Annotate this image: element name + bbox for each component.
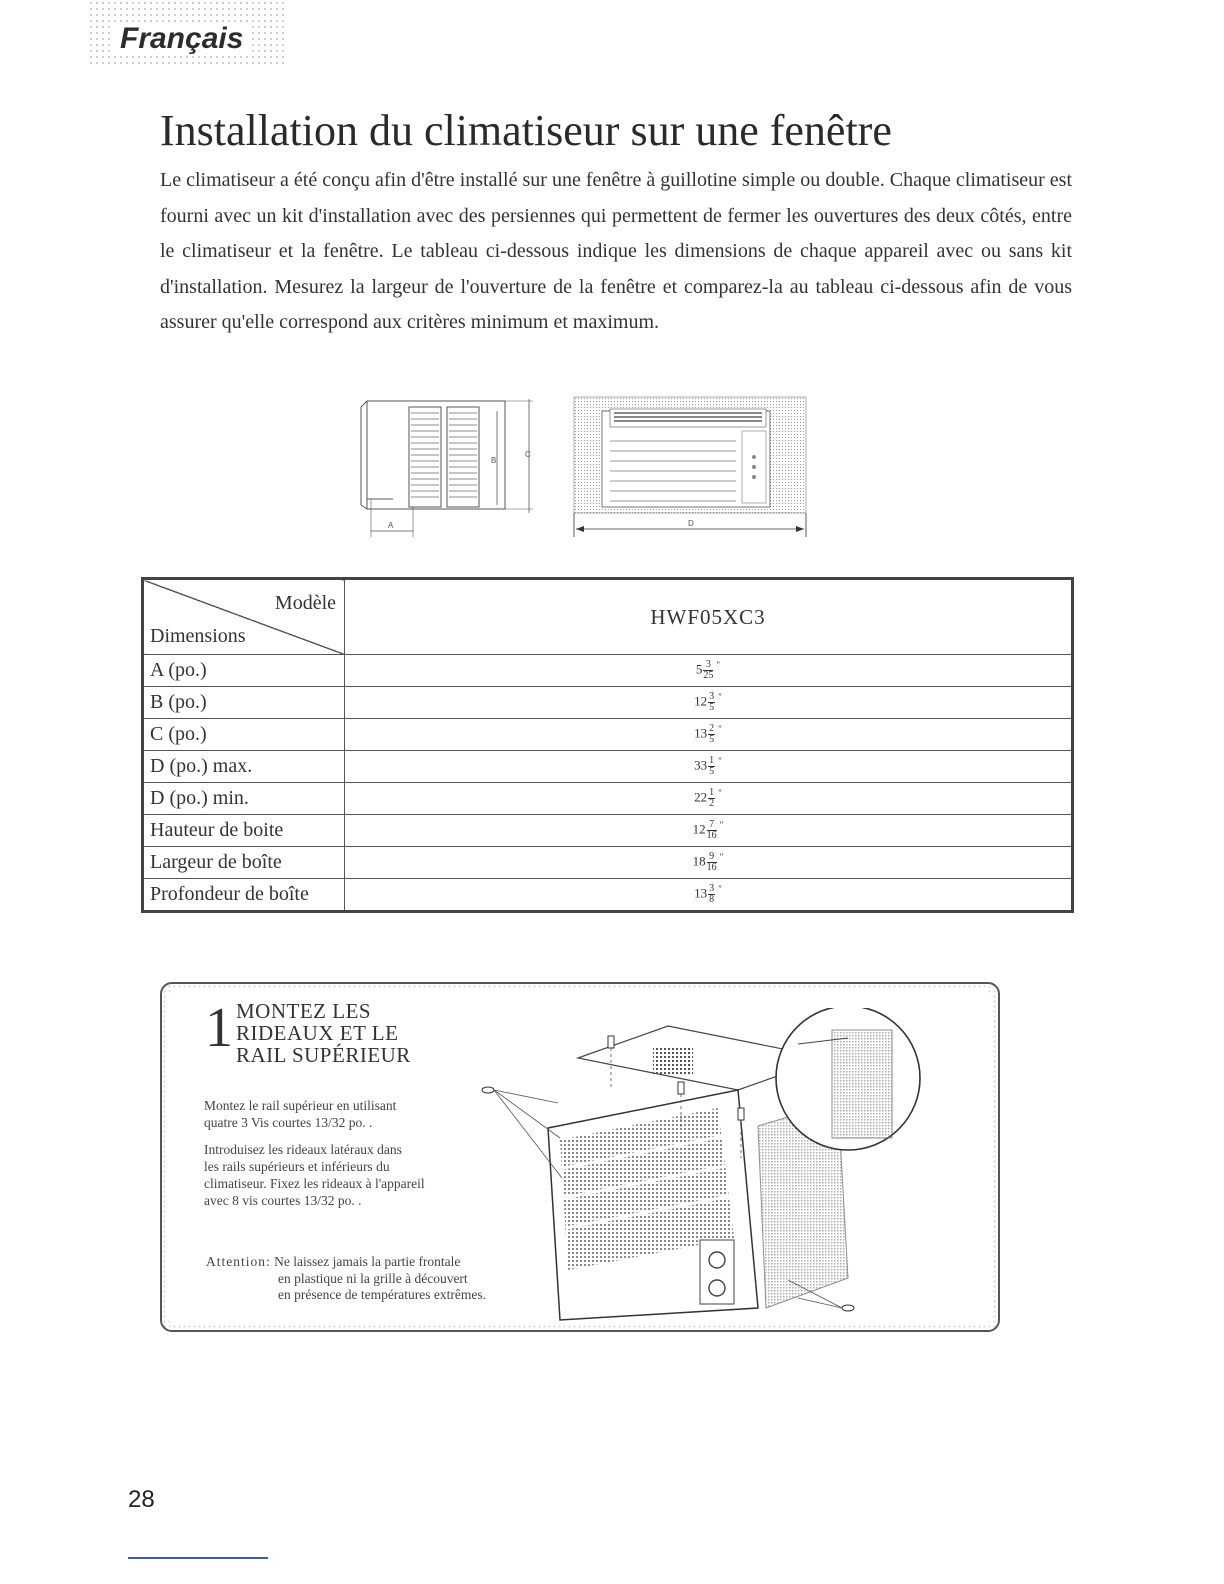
row-label: Hauteur de boite — [143, 815, 345, 847]
language-tab — [88, 0, 288, 64]
row-value — [345, 783, 1073, 815]
table-row — [143, 783, 1073, 815]
table-row — [143, 879, 1073, 912]
model-header: HWF05XC3 — [345, 579, 1073, 655]
value-whole: 18 — [692, 853, 706, 869]
value-fraction — [708, 724, 715, 745]
step-1-panel — [168, 990, 992, 1324]
inch-mark: " — [718, 724, 722, 734]
text-line: avec 8 vis courtes 13/32 po. . — [204, 1193, 362, 1208]
row-label: Profondeur de boîte — [143, 879, 345, 912]
value-fraction — [708, 756, 715, 777]
value-whole: 13 — [694, 725, 708, 741]
value-fraction — [708, 692, 715, 713]
text-line: quatre 3 Vis courtes 13/32 po. . — [204, 1115, 373, 1130]
row-label: B (po.) — [143, 687, 345, 719]
attention-label: Attention: — [206, 1254, 271, 1269]
row-value — [345, 687, 1073, 719]
text-line: Introduisez les rideaux latéraux dans — [204, 1142, 402, 1157]
table-row — [143, 815, 1073, 847]
inch-mark: " — [719, 820, 724, 830]
table-row — [143, 719, 1073, 751]
dim-label-c: C — [525, 450, 531, 459]
fraction-numerator: 9 — [707, 852, 717, 863]
text-line: Ne laissez jamais la partie frontale — [274, 1254, 461, 1269]
fraction-denominator: 2 — [709, 798, 715, 809]
step-title-line: RAIL SUPÉRIEUR — [236, 1043, 411, 1067]
inch-mark: " — [718, 756, 722, 766]
attention-note — [206, 1254, 486, 1304]
table-corner-cell — [143, 579, 345, 655]
row-label: Largeur de boîte — [143, 847, 345, 879]
fraction-denominator: 5 — [709, 702, 715, 713]
text-line: en présence de températures extrêmes. — [278, 1287, 487, 1302]
dim-label-b: B — [491, 456, 497, 465]
fraction-denominator: 5 — [709, 766, 715, 777]
fraction-denominator: 25 — [703, 670, 714, 681]
fraction-denominator: 8 — [709, 894, 715, 905]
fraction-denominator: 16 — [706, 862, 717, 873]
step-title-line: MONTEZ LES — [236, 999, 372, 1023]
inch-mark: " — [716, 660, 721, 670]
fraction-numerator: 3 — [709, 691, 715, 702]
row-label: A (po.) — [143, 655, 345, 687]
row-label: D (po.) min. — [143, 783, 345, 815]
value-whole: 22 — [694, 789, 708, 805]
table-header-row — [143, 579, 1073, 655]
page-title: Installation du climatiseur sur une fenêtre — [160, 106, 892, 155]
table-row — [143, 751, 1073, 783]
fraction-denominator: 5 — [709, 734, 715, 745]
row-value — [345, 751, 1073, 783]
row-value — [345, 815, 1073, 847]
corner-dimensions-label: Dimensions — [150, 625, 246, 647]
inch-mark: " — [718, 788, 722, 798]
value-fraction — [708, 788, 715, 809]
table-row — [143, 847, 1073, 879]
text-line: en plastique ni la grille à découvert — [278, 1270, 468, 1286]
fraction-numerator: 3 — [703, 660, 713, 671]
row-value — [345, 655, 1073, 687]
air-conditioner-illustration — [468, 1008, 988, 1326]
dim-label-d: D — [688, 519, 694, 528]
value-whole: 13 — [694, 885, 708, 901]
step-paragraph-rail — [204, 1097, 396, 1131]
language-label: Français — [114, 22, 249, 56]
text-line: climatiseur. Fixez les rideaux à l'appareil — [204, 1176, 425, 1191]
page-number: 28 — [128, 1486, 155, 1513]
step-1-box — [160, 982, 1000, 1332]
dim-label-a: A — [388, 521, 394, 530]
inch-mark: " — [718, 884, 722, 894]
value-fraction — [707, 820, 717, 841]
row-label: C (po.) — [143, 719, 345, 751]
value-fraction — [703, 660, 713, 681]
text-line: les rails supérieurs et inférieurs du — [204, 1159, 390, 1174]
front-view-diagram — [566, 395, 818, 545]
row-label: D (po.) max. — [143, 751, 345, 783]
row-value — [345, 879, 1073, 912]
inch-mark: " — [719, 852, 724, 862]
table-row — [143, 655, 1073, 687]
corner-model-label: Modèle — [274, 592, 336, 614]
row-value — [345, 719, 1073, 751]
value-fraction — [708, 884, 715, 905]
inch-mark: " — [718, 692, 722, 702]
table-row — [143, 687, 1073, 719]
value-whole: 5 — [695, 661, 703, 677]
value-whole: 33 — [694, 757, 708, 773]
fraction-numerator: 1 — [709, 787, 715, 798]
dimensions-table — [141, 577, 1074, 913]
step-paragraph-curtains — [204, 1141, 425, 1209]
fraction-numerator: 3 — [709, 883, 715, 894]
fraction-numerator: 2 — [709, 723, 715, 734]
value-fraction — [707, 852, 717, 873]
side-view-diagram — [357, 395, 547, 545]
fraction-numerator: 1 — [709, 755, 715, 766]
row-value — [345, 847, 1073, 879]
value-whole: 12 — [694, 693, 708, 709]
step-number: 1 — [205, 997, 233, 1059]
fraction-numerator: 7 — [707, 820, 717, 831]
footer-rule — [128, 1557, 268, 1559]
value-whole: 12 — [692, 821, 706, 837]
text-line: Montez le rail supérieur en utilisant — [204, 1098, 397, 1113]
intro-paragraph: Le climatiseur a été conçu afin d'être installé sur une fenêtre à guillotine simple ou double. Chaque climatiseur est fourni avec un kit d'installation avec des persiennes qui permettent de fermer les ouvertures des deux côtés, entre le climatiseur et la fenêtre. Le tableau ci-dessous indique les dimensions de chaque appareil avec ou sans kit d'installation. Mesurez la largeur de l'ouverture de la fenêtre et comparez-la au tableau ci-dessous afin de vous assurer qu'elle correspond aux critères minimum et maximum. — [160, 169, 1072, 333]
step-title-line: RIDEAUX ET LE — [236, 1021, 399, 1045]
step-title — [236, 1000, 411, 1066]
fraction-denominator: 16 — [706, 830, 717, 841]
